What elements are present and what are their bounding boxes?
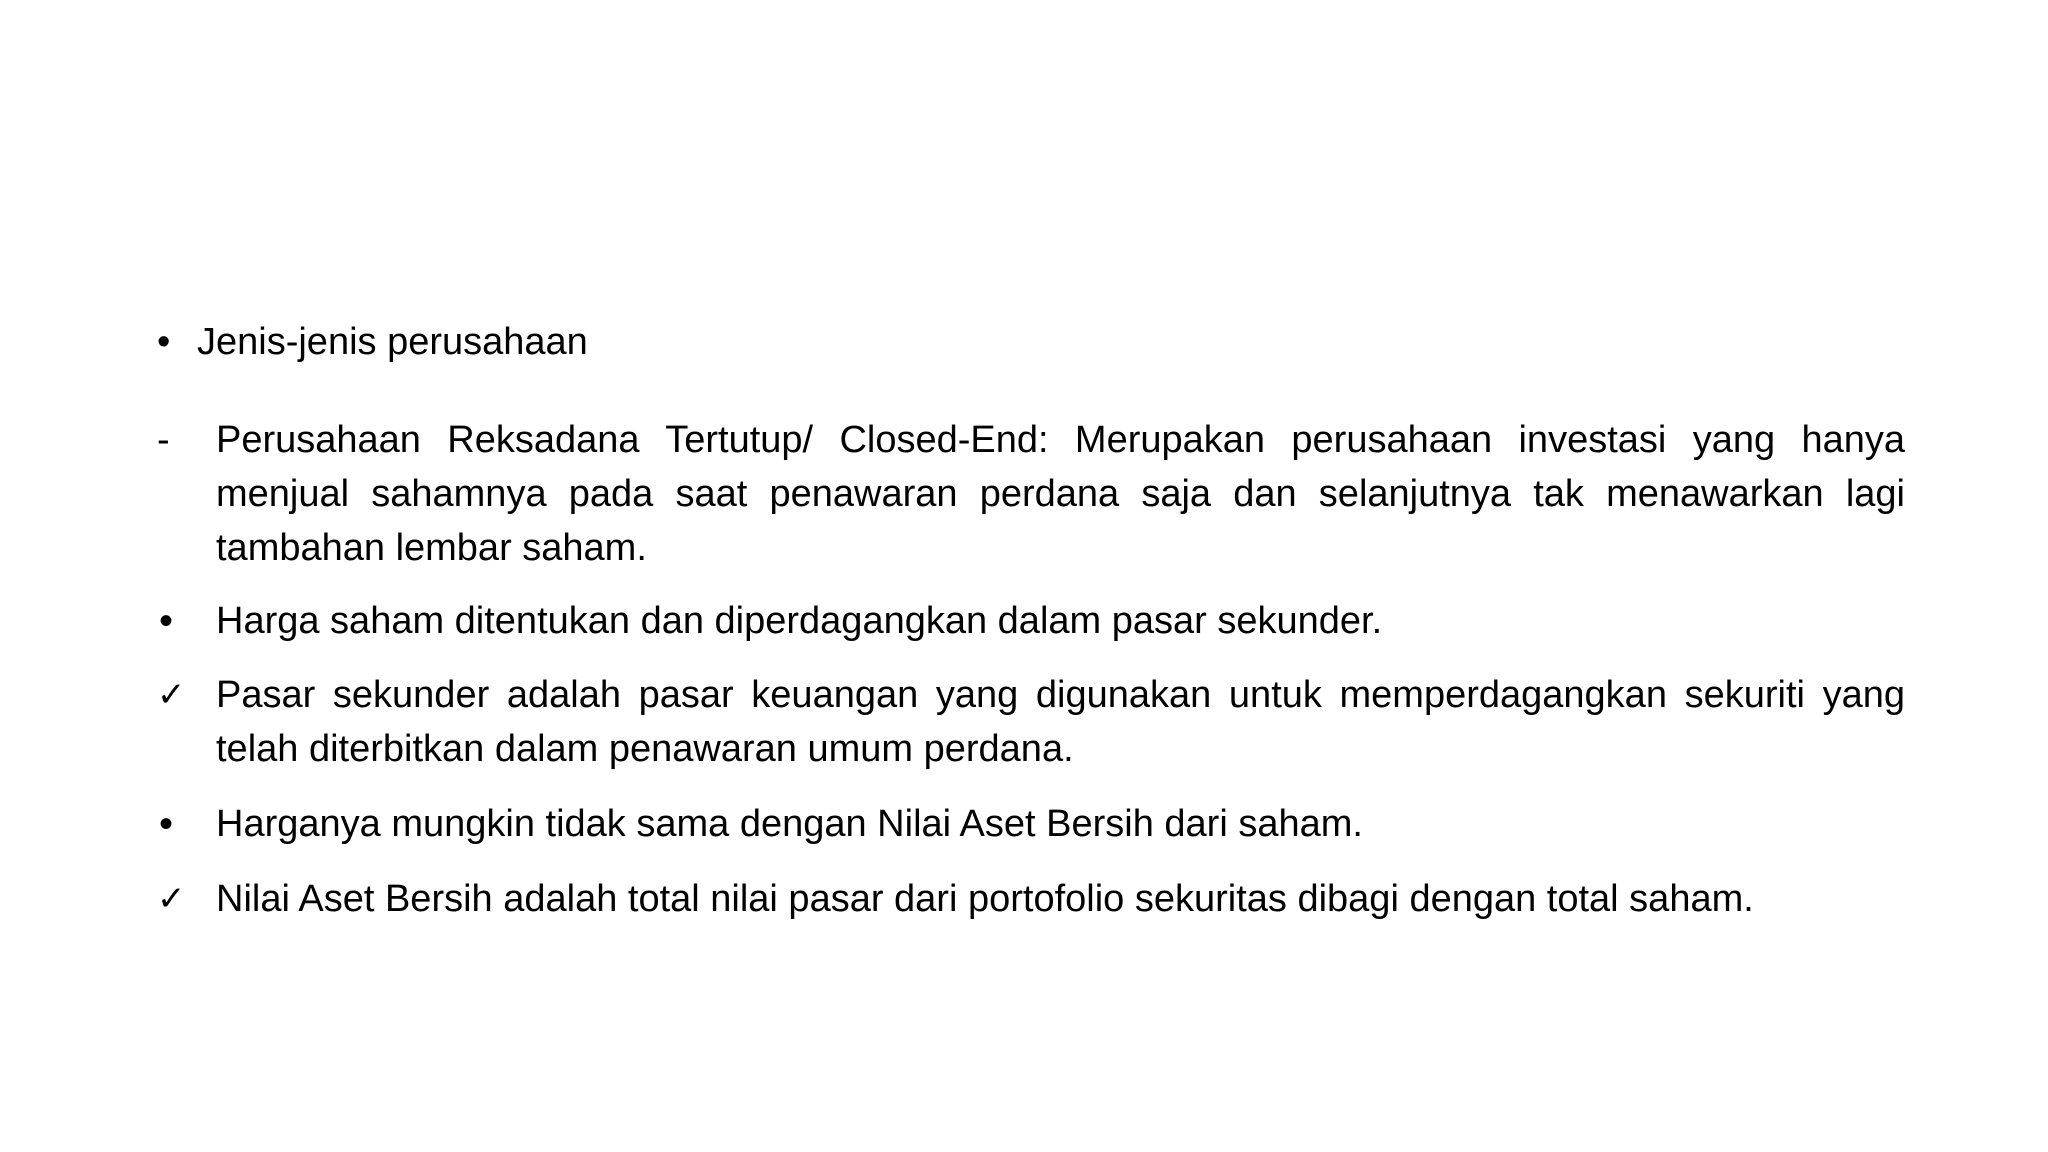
bullet-heading	[157, 318, 588, 366]
list-item-text: Harganya mungkin tidak sama dengan Nilai Aset Bersih dari saham.	[216, 803, 1363, 845]
checkmark-icon: ✓	[157, 675, 186, 715]
list-item-bullet	[157, 594, 1905, 648]
list-item-bullet	[157, 797, 1905, 851]
bullet-marker: •	[157, 321, 171, 363]
checkmark-icon: ✓	[157, 879, 186, 919]
bullet-marker: •	[159, 599, 174, 643]
list-item-check	[157, 872, 1905, 926]
list-item-check	[157, 668, 1905, 776]
list-item-text: Harga saham ditentukan dan diperdagangkan dalam pasar sekunder.	[216, 600, 1383, 642]
list-item-text: Perusahaan Reksadana Tertutup/ Closed-End: Merupakan perusahaan investasi yang hanya menjual sahamnya pada saat penawaran perdana saja dan selanjutnya tak menawarkan lagi tambahan lembar saham.	[216, 419, 1905, 569]
list-item-text: Pasar sekunder adalah pasar keuangan yang digunakan untuk memperdagangkan sekuriti yang telah diterbitkan dalam penawaran umum perdana.	[216, 674, 1905, 770]
heading-text: Jenis-jenis perusahaan	[197, 321, 588, 363]
dash-marker: -	[157, 419, 170, 461]
bullet-marker: •	[159, 802, 174, 846]
list-item-dash	[157, 413, 1905, 575]
list-item-text: Nilai Aset Bersih adalah total nilai pasar dari portofolio sekuritas dibagi dengan total saham.	[216, 878, 1754, 920]
